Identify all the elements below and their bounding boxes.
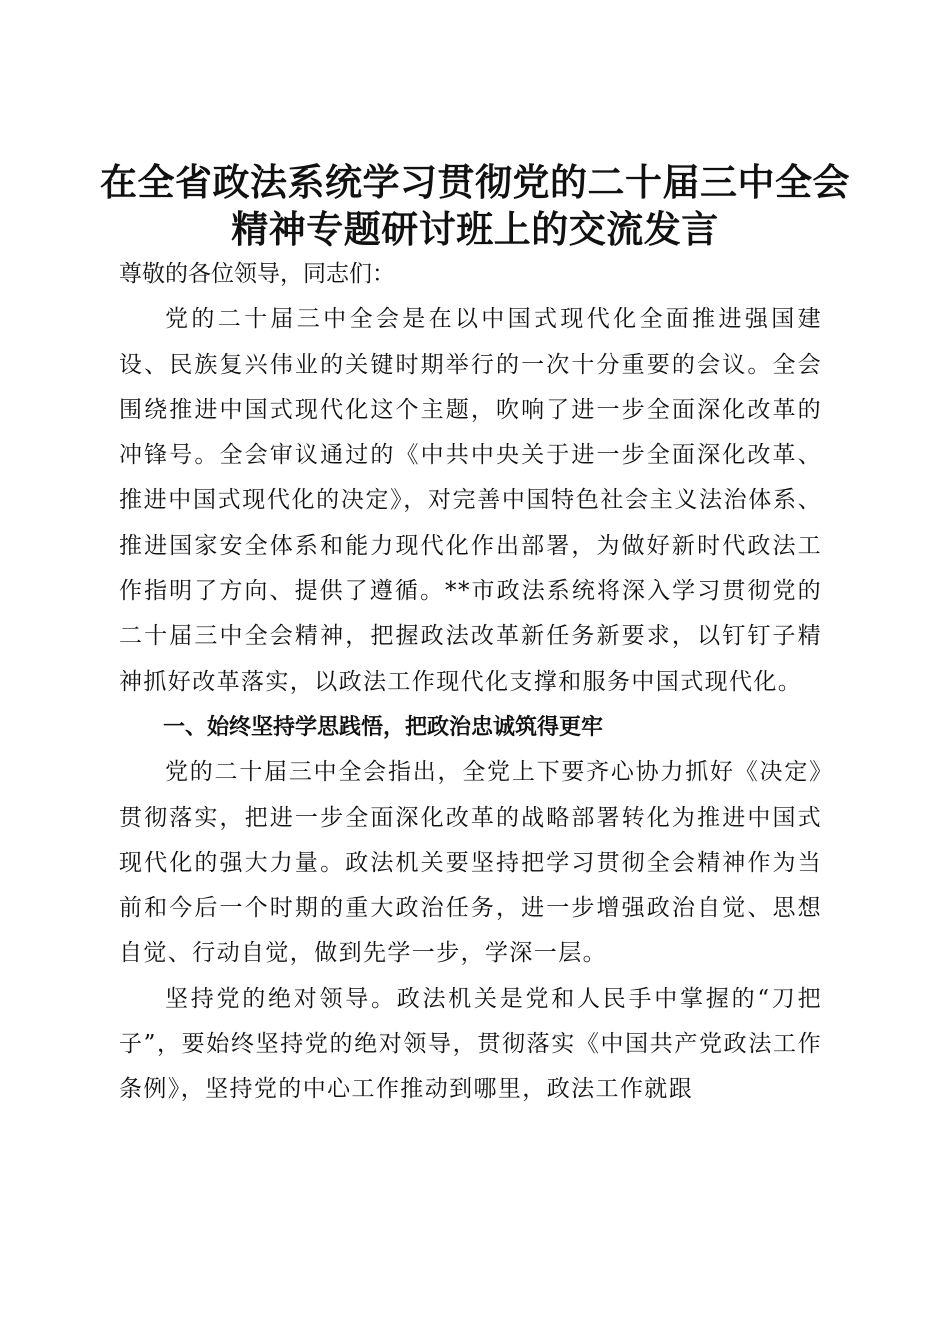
document-title — [100, 159, 850, 253]
salutation: 尊敬的各位领导，同志们： — [119, 261, 395, 287]
paragraph-intro: 党的二十届三中全会是在以中国式现代化全面推进强国建设、民族复兴伟业的关键时期举行的一次十分重要的会议。全会围绕推进中国式现代化这个主题，吹响了进一步全面深化改革的冲锋号。全会审议通过的《中共中央关于进一步全面深化改革、推进中国式现代化的决定》，对完善中国特色社会主义法治体系、推进国家安全体系和能力现代化作出部署，为做好新时代政法工作指明了方向、提供了遵循。**市政法系统将深入学习贯彻党的二十届三中全会精神，把握政法改革新任务新要求，以钉钉子精神抓好改革落实，以政法工作现代化支撑和服务中国式现代化。 — [119, 306, 822, 695]
title-line-2: 精神专题研讨班上的交流发言 — [231, 206, 719, 251]
document-body — [119, 252, 822, 1113]
paragraph-section-1: 党的二十届三中全会指出，全党上下要齐心协力抓好《决定》贯彻落实，把进一步全面深化改革的战略部署转化为推进中国式现代化的强大力量。政法机关要坚持把学习贯彻全会精神作为当前和今后一个时期的重大政治任务，进一步增强政治自觉、思想自觉、行动自觉，做到先学一步，学深一层。 — [119, 759, 822, 967]
title-line-1: 在全省政法系统学习贯彻党的二十届三中全会 — [100, 159, 850, 204]
paragraph-party-leadership: 坚持党的绝对领导。政法机关是党和人民手中掌握的“刀把子”，要始终坚持党的绝对领导，贯彻落实《中国共产党政法工作条例》，坚持党的中心工作推动到哪里，政法工作就跟 — [119, 985, 822, 1103]
section-heading-1: 一、始终坚持学思践悟，把政治忠诚筑得更牢 — [163, 714, 604, 740]
